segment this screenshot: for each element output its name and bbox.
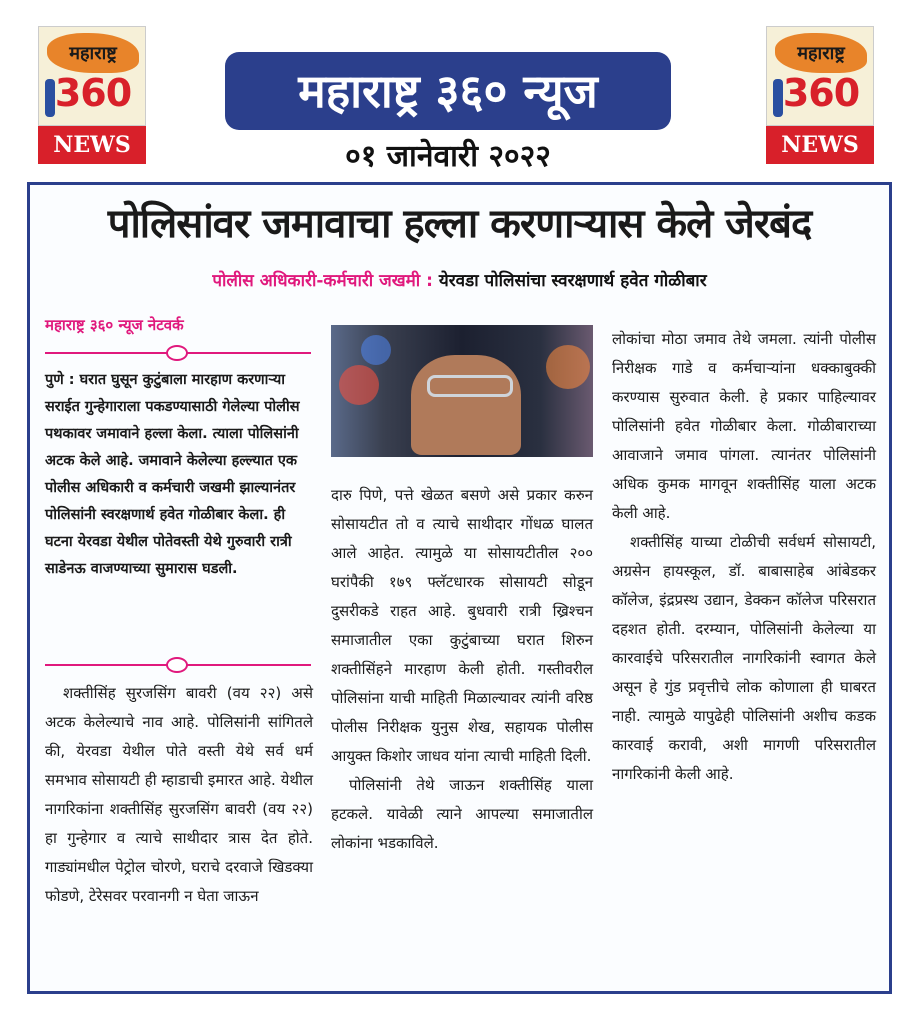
column-1-paragraph: शक्तीसिंह सुरजसिंग बावरी (वय २२) असे अटक केलेल्याचे नाव आहे. पोलिसांनी सांगितले की, येरवडा येथील पोते वस्ती येथे सर्व धर्म समभाव सोसायटी ही म्हाडाची इमारत आहे. येथील नागरिकांना शक्तीसिंह सुरजसिंग बावरी (वय २२) हा गुन्हेगार व त्याचे साथीदार त्रास देत होते. गाड्यांमधील पेट्रोल चोरणे, घराचे दरवाजे खिडक्या फोडणे, टेरेसवर परवानगी न घेता जाऊन <box>45 684 313 905</box>
divider-ornament-icon <box>166 657 188 673</box>
column-3-body <box>612 325 876 789</box>
column-2-paragraph-1: दारु पिणे, पत्ते खेळत बसणे असे प्रकार करुन सोसायटीत तो व त्याचे साथीदार गोंधळ घालत आले आहेत. त्यामुळे या सोसायटीतील २०० घरांपैकी १७९ फ्लॅटधारक सोसायटी सोडून दुसरीकडे राहत आहे. बुधवारी रात्री ख्रिश्चन समाजातील एका कुटुंबाच्या घरात शिरुन शक्तीसिंहने मारहाण केली होती. गस्तीवरील पोलिसांना याची माहिती मिळाल्यावर त्यांनी वरिष्ठ पोलीस निरीक्षक युनुस शेख, सहायक पोलीस आयुक्त किशोर जाधव यांना त्याची माहिती दिली. <box>331 486 593 765</box>
masthead-title: महाराष्ट्र ३६० न्यूज <box>225 52 671 130</box>
subhead-highlight: पोलीस अधिकारी-कर्मचारी जखमी : <box>212 271 433 291</box>
article-headline: पोलिसांवर जमावाचा हल्ला करणाऱ्यास केले जेरबंद <box>107 201 812 247</box>
logo-panel <box>766 26 874 126</box>
logo-brand: महाराष्ट्र <box>797 43 845 64</box>
logo-tag: NEWS <box>38 126 146 164</box>
logo-tag: NEWS <box>766 126 874 164</box>
intro-paragraph: पुणे : घरात घुसून कुटुंबाला मारहाण करणाऱ्या सराईत गुन्हेगाराला पकडण्यासाठी गेलेल्या पोलीस पथकावर जमावाने हल्ला केला. त्याला पोलिसांनी अटक केले आहे. जमावाने केलेल्या हल्ल्यात एक पोलीस अधिकारी व कर्मचारी जखमी झाल्यानंतर पोलिसांनी स्वरक्षणार्थ हवेत गोळीबार केला. ही घटना येरवडा येथील पोतेवस्ती येथे गुरुवारी रात्री साडेनऊ वाजण्याच्या सुमारास घडली. <box>45 372 300 577</box>
hands-icon <box>411 355 521 455</box>
logo-number: 360 <box>54 71 132 115</box>
issue-date: ०१ जानेवारी २०२२ <box>345 139 551 174</box>
byline: महाराष्ट्र ३६० न्यूज नेटवर्क <box>45 316 184 334</box>
column-1-body <box>45 679 313 911</box>
logo-brand: महाराष्ट्र <box>69 43 117 64</box>
column-2-body <box>331 481 593 858</box>
column-2-paragraph-2: पोलिसांनी तेथे जाऊन शक्तीसिंह याला हटकले. यावेळी त्याने आपल्या समाजातील लोकांना भडकाविले. <box>331 776 593 852</box>
handcuffs-photo <box>331 325 593 457</box>
article-subhead <box>27 268 892 291</box>
column-3-paragraph-1: लोकांचा मोठा जमाव तेथे जमला. त्यांनी पोलीस निरीक्षक गाडे व कर्मचाऱ्यांना धक्काबुक्की करण्यास सुरुवात केली. हे प्रकार पाहिल्यावर पोलिसांनी हवेत गोळीबार केला. गोळीबाराच्या आवाजाने जमाव पांगला. त्यानंतर पोलिसांनी अधिक कुमक मागवून शक्तीसिंह याला अटक केली आहे. <box>612 330 876 522</box>
news-logo-left <box>38 26 146 164</box>
handcuffs-icon <box>427 375 513 397</box>
logo-panel <box>38 26 146 126</box>
news-logo-right <box>766 26 874 164</box>
logo-number: 360 <box>782 71 860 115</box>
subhead-rest: येरवडा पोलिसांचा स्वरक्षणार्थ हवेत गोळीबार <box>432 271 707 291</box>
column-3-paragraph-2: शक्तीसिंह याच्या टोळीची सर्वधर्म सोसायटी, अग्रसेन हायस्कूल, डॉ. बाबासाहेब आंबेडकर कॉलेज, इंद्रप्रस्थ उद्यान, डेक्कन कॉलेज परिसरात दहशत होती. दरम्यान, पोलिसांनी केलेल्या या कारवाईचे परिसरातील नागरिकांनी स्वागत केले असून हे गुंड प्रवृत्तीचे लोक कोणाला ही घाबरत नाही. त्यामुळे यापुढेही पोलिसांनी अशीच कडक कारवाई करावी, अशी मागणी परिसरातील नागरिकांनी केली आहे. <box>612 533 876 783</box>
divider-ornament-icon <box>166 345 188 361</box>
